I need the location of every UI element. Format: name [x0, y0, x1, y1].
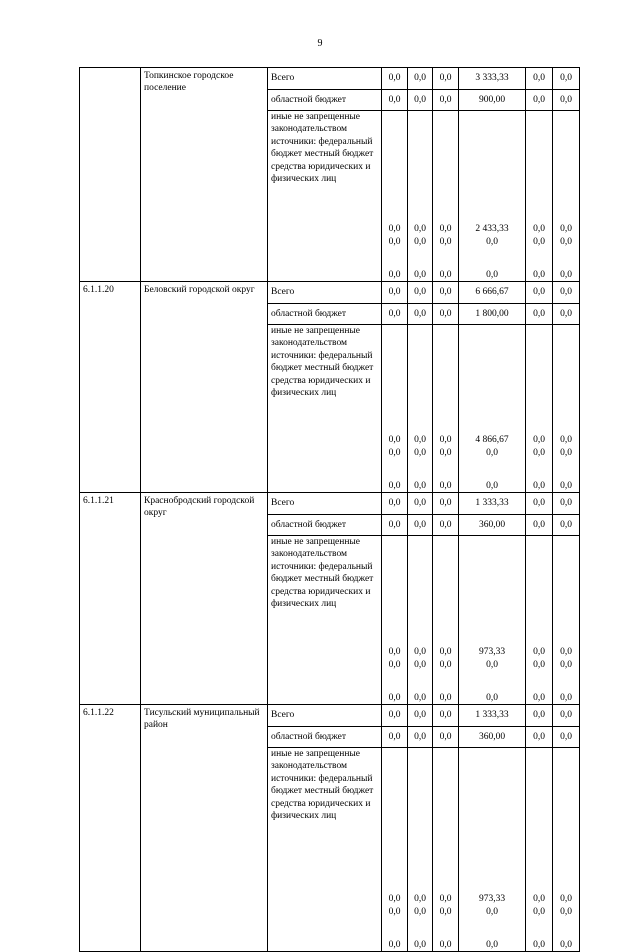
total-value: 0,0: [433, 68, 459, 90]
legal-physical-value: 0,0: [533, 939, 545, 950]
legal-physical-value: 0,0: [533, 480, 545, 491]
local-value: 0,0: [533, 660, 545, 670]
local-value: 0,0: [486, 448, 498, 458]
federal-value: 0,0: [533, 435, 545, 445]
federal-value: 0,0: [439, 224, 452, 234]
local-value: 0,0: [533, 907, 545, 917]
federal-value: 0,0: [560, 435, 572, 445]
local-value: 0,0: [560, 907, 572, 917]
other-values-cell: [382, 111, 408, 282]
other-values-cell: [553, 536, 580, 705]
table-row: [80, 68, 580, 90]
other-values-cell: [553, 111, 580, 282]
other-values-cell: [433, 536, 459, 705]
local-value: 0,0: [388, 660, 401, 670]
federal-value: 0,0: [439, 435, 452, 445]
regional-value: 360,00: [459, 726, 526, 748]
legal-physical-value: 0,0: [439, 269, 452, 280]
page-number: 9: [317, 38, 323, 49]
legal-physical-value: 0,0: [486, 939, 498, 950]
regional-value: 0,0: [382, 89, 408, 111]
total-value: 1 333,33: [459, 705, 526, 727]
table-row: [80, 282, 580, 304]
regional-value: 0,0: [553, 726, 580, 748]
local-value: 0,0: [486, 660, 498, 670]
legal-physical-value: 0,0: [560, 692, 572, 703]
item-name: Беловский городской округ: [141, 282, 268, 493]
total-value: 0,0: [408, 68, 433, 90]
federal-value: 2 433,33: [475, 224, 509, 234]
regional-value: 0,0: [553, 89, 580, 111]
legal-physical-value: 0,0: [439, 480, 452, 491]
federal-value: 0,0: [560, 224, 572, 234]
item-code: 6.1.1.21: [80, 493, 141, 705]
other-values-cell: [526, 748, 553, 952]
federal-value: 0,0: [439, 647, 452, 657]
local-value: 0,0: [414, 907, 426, 917]
source-other-label: иные не запрещенные законодательством источники: федеральный бюджет местный бюджет средства юридических и физических лиц: [268, 748, 382, 952]
local-value: 0,0: [414, 660, 426, 670]
regional-value: 0,0: [433, 303, 459, 325]
local-value: 0,0: [439, 907, 452, 917]
legal-physical-value: 0,0: [414, 269, 426, 280]
legal-physical-value: 0,0: [388, 939, 401, 950]
item-code: 6.1.1.22: [80, 705, 141, 952]
local-value: 0,0: [560, 660, 572, 670]
regional-value: 0,0: [408, 514, 433, 536]
legal-physical-value: 0,0: [414, 939, 426, 950]
total-value: 3 333,33: [459, 68, 526, 90]
table-row: [80, 493, 580, 515]
item-code: 6.1.1.20: [80, 282, 141, 493]
regional-value: 0,0: [526, 303, 553, 325]
other-values-cell: [459, 111, 526, 282]
source-regional-label: областной бюджет: [268, 89, 382, 111]
regional-value: 0,0: [433, 89, 459, 111]
other-values-cell: [526, 536, 553, 705]
legal-physical-value: 0,0: [560, 269, 572, 280]
other-values-cell: [408, 111, 433, 282]
legal-physical-value: 0,0: [533, 692, 545, 703]
other-values-cell: [526, 325, 553, 493]
local-value: 0,0: [414, 237, 426, 247]
source-other-label: иные не запрещенные законодательством источники: федеральный бюджет местный бюджет средства юридических и физических лиц: [268, 325, 382, 493]
legal-physical-value: 0,0: [388, 480, 401, 491]
legal-physical-value: 0,0: [486, 269, 498, 280]
legal-physical-value: 0,0: [486, 692, 498, 703]
other-values-cell: [526, 111, 553, 282]
table-row: [80, 705, 580, 727]
regional-value: 0,0: [408, 89, 433, 111]
federal-value: 4 866,67: [475, 435, 509, 445]
other-values-cell: [408, 325, 433, 493]
total-value: 0,0: [382, 705, 408, 727]
local-value: 0,0: [560, 237, 572, 247]
local-value: 0,0: [388, 237, 401, 247]
total-value: 0,0: [526, 493, 553, 515]
item-name: Топкинское городское поселение: [141, 68, 268, 282]
source-total-label: Всего: [268, 68, 382, 90]
regional-value: 0,0: [382, 514, 408, 536]
total-value: 0,0: [408, 282, 433, 304]
other-values-cell: [433, 748, 459, 952]
total-value: 0,0: [433, 493, 459, 515]
regional-value: 1 800,00: [459, 303, 526, 325]
legal-physical-value: 0,0: [486, 480, 498, 491]
total-value: 0,0: [553, 282, 580, 304]
regional-value: 0,0: [408, 303, 433, 325]
item-code: [80, 68, 141, 282]
other-values-cell: [433, 111, 459, 282]
other-values-cell: [553, 748, 580, 952]
other-values-cell: [382, 536, 408, 705]
local-value: 0,0: [486, 907, 498, 917]
regional-value: 0,0: [433, 726, 459, 748]
regional-value: 0,0: [408, 726, 433, 748]
legal-physical-value: 0,0: [439, 939, 452, 950]
federal-value: 973,33: [478, 894, 506, 904]
total-value: 0,0: [408, 493, 433, 515]
local-value: 0,0: [414, 448, 426, 458]
total-value: 0,0: [382, 68, 408, 90]
other-values-cell: [553, 325, 580, 493]
other-values-cell: [459, 325, 526, 493]
local-value: 0,0: [486, 237, 498, 247]
federal-value: 0,0: [560, 894, 572, 904]
local-value: 0,0: [439, 660, 452, 670]
table-body: [80, 68, 580, 952]
item-name: Краснобродский городской округ: [141, 493, 268, 705]
regional-value: 0,0: [553, 303, 580, 325]
federal-value: 0,0: [388, 435, 401, 445]
total-value: 0,0: [433, 705, 459, 727]
regional-value: 360,00: [459, 514, 526, 536]
legal-physical-value: 0,0: [560, 939, 572, 950]
source-regional-label: областной бюджет: [268, 726, 382, 748]
other-values-cell: [459, 536, 526, 705]
local-value: 0,0: [388, 907, 401, 917]
legal-physical-value: 0,0: [388, 269, 401, 280]
federal-value: 0,0: [439, 894, 452, 904]
legal-physical-value: 0,0: [560, 480, 572, 491]
regional-value: 900,00: [459, 89, 526, 111]
item-name: Тисульский муниципальный район: [141, 705, 268, 952]
regional-value: 0,0: [382, 726, 408, 748]
regional-value: 0,0: [526, 514, 553, 536]
other-values-cell: [408, 536, 433, 705]
source-other-label: иные не запрещенные законодательством источники: федеральный бюджет местный бюджет средства юридических и физических лиц: [268, 536, 382, 705]
local-value: 0,0: [439, 237, 452, 247]
legal-physical-value: 0,0: [533, 269, 545, 280]
other-values-cell: [459, 748, 526, 952]
other-values-cell: [382, 325, 408, 493]
federal-value: 0,0: [388, 894, 401, 904]
legal-physical-value: 0,0: [414, 480, 426, 491]
federal-value: 0,0: [388, 647, 401, 657]
source-total-label: Всего: [268, 493, 382, 515]
total-value: 0,0: [408, 705, 433, 727]
local-value: 0,0: [533, 237, 545, 247]
federal-value: 0,0: [414, 894, 426, 904]
regional-value: 0,0: [382, 303, 408, 325]
other-values-cell: [382, 748, 408, 952]
local-value: 0,0: [388, 448, 401, 458]
regional-value: 0,0: [433, 514, 459, 536]
total-value: 0,0: [382, 493, 408, 515]
federal-value: 973,33: [478, 647, 506, 657]
local-value: 0,0: [533, 448, 545, 458]
total-value: 0,0: [382, 282, 408, 304]
source-regional-label: областной бюджет: [268, 514, 382, 536]
federal-value: 0,0: [533, 894, 545, 904]
federal-value: 0,0: [388, 224, 401, 234]
other-values-cell: [433, 325, 459, 493]
local-value: 0,0: [560, 448, 572, 458]
legal-physical-value: 0,0: [388, 692, 401, 703]
other-values-cell: [408, 748, 433, 952]
federal-value: 0,0: [533, 224, 545, 234]
total-value: 0,0: [553, 68, 580, 90]
total-value: 0,0: [553, 705, 580, 727]
total-value: 0,0: [526, 68, 553, 90]
total-value: 0,0: [433, 282, 459, 304]
regional-value: 0,0: [526, 726, 553, 748]
source-other-label: иные не запрещенные законодательством источники: федеральный бюджет местный бюджет средства юридических и физических лиц: [268, 111, 382, 282]
budget-table: [79, 67, 580, 952]
federal-value: 0,0: [414, 647, 426, 657]
legal-physical-value: 0,0: [439, 692, 452, 703]
local-value: 0,0: [439, 448, 452, 458]
source-total-label: Всего: [268, 705, 382, 727]
regional-value: 0,0: [553, 514, 580, 536]
total-value: 0,0: [526, 282, 553, 304]
total-value: 1 333,33: [459, 493, 526, 515]
total-value: 6 666,67: [459, 282, 526, 304]
federal-value: 0,0: [414, 224, 426, 234]
regional-value: 0,0: [526, 89, 553, 111]
total-value: 0,0: [526, 705, 553, 727]
federal-value: 0,0: [560, 647, 572, 657]
source-total-label: Всего: [268, 282, 382, 304]
legal-physical-value: 0,0: [414, 692, 426, 703]
federal-value: 0,0: [414, 435, 426, 445]
source-regional-label: областной бюджет: [268, 303, 382, 325]
total-value: 0,0: [553, 493, 580, 515]
federal-value: 0,0: [533, 647, 545, 657]
